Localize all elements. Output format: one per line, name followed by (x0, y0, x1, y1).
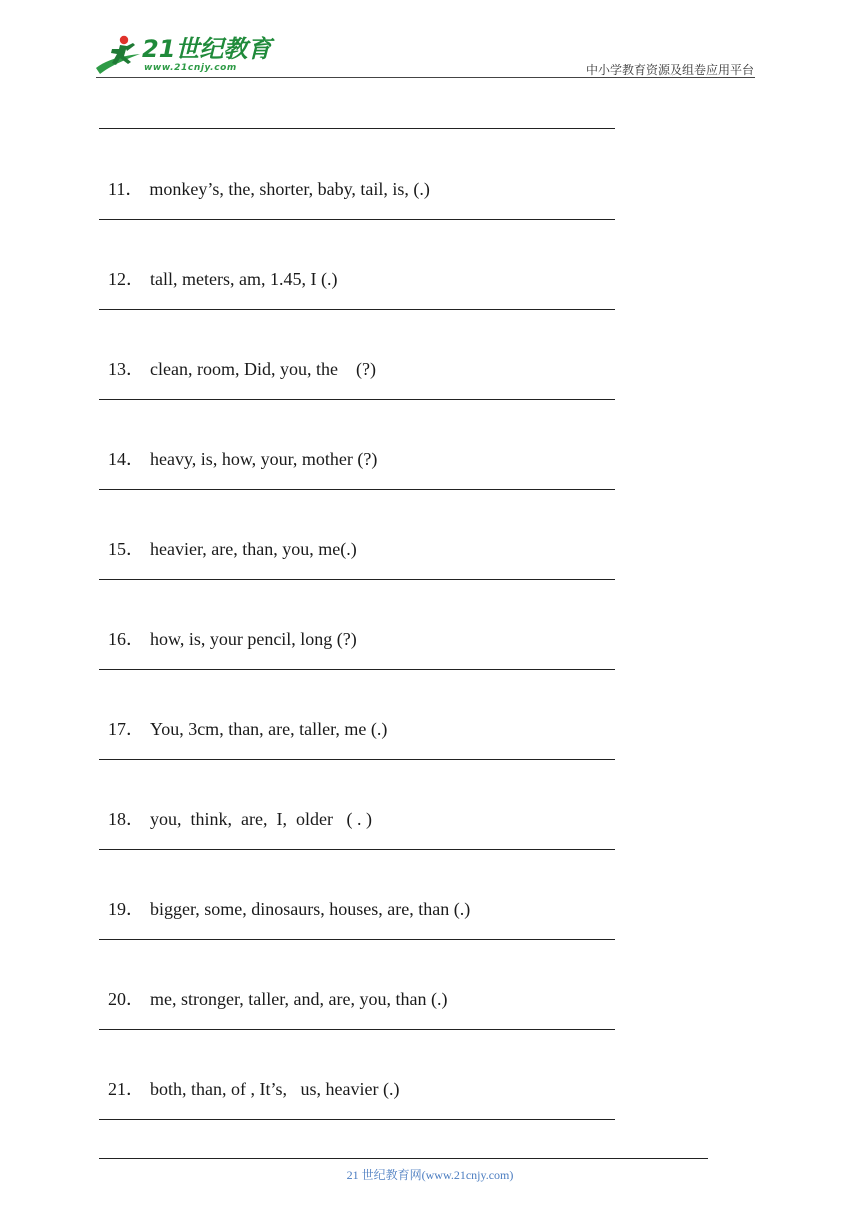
logo-url: www.21cnjy.com (144, 63, 237, 73)
header-divider (96, 77, 755, 78)
answer-line[interactable] (99, 669, 615, 670)
question-number: 11． (108, 179, 144, 199)
answer-line[interactable] (99, 309, 615, 310)
answer-line[interactable] (99, 1029, 615, 1030)
question-number: 12． (108, 269, 144, 289)
question-text: both, than, of , It’s, us, heavier (.) (150, 1079, 400, 1099)
answer-line[interactable] (99, 579, 615, 580)
question-18 (99, 786, 372, 830)
answer-line[interactable] (99, 1119, 615, 1120)
question-number: 14． (108, 449, 144, 469)
answer-line[interactable] (99, 489, 615, 490)
question-number: 20． (108, 989, 144, 1009)
site-logo[interactable] (94, 34, 272, 78)
question-number: 19． (108, 899, 144, 919)
question-text: you, think, are, I, older ( . ) (150, 809, 372, 829)
logo-wordmark: 21世纪教育 (142, 35, 272, 63)
header-tagline: 中小学教育资源及组卷应用平台 (585, 63, 754, 77)
question-14 (99, 426, 377, 470)
question-12 (99, 246, 337, 290)
question-number: 18． (108, 809, 144, 829)
question-19 (99, 876, 470, 920)
question-text: me, stronger, taller, and, are, you, than (.) (150, 989, 448, 1009)
question-21 (99, 1056, 399, 1100)
question-text: clean, room, Did, you, the (?) (150, 359, 376, 379)
question-17 (99, 696, 387, 740)
question-13 (99, 336, 376, 380)
question-15 (99, 516, 357, 560)
question-text: heavy, is, how, your, mother (?) (150, 449, 378, 469)
question-number: 21． (108, 1079, 144, 1099)
question-text: bigger, some, dinosaurs, houses, are, than (.) (150, 899, 471, 919)
question-number: 15． (108, 539, 144, 559)
footer-divider (99, 1158, 708, 1159)
question-text: heavier, are, than, you, me(.) (150, 539, 357, 559)
answer-line[interactable] (99, 759, 615, 760)
question-text: You, 3cm, than, are, taller, me (.) (150, 719, 388, 739)
question-text: tall, meters, am, 1.45, I (.) (150, 269, 338, 289)
question-number: 16． (108, 629, 144, 649)
question-text: how, is, your pencil, long (?) (150, 629, 357, 649)
question-16 (99, 606, 357, 650)
answer-line[interactable] (99, 219, 615, 220)
question-text: monkey’s, the, shorter, baby, tail, is, (.) (149, 179, 430, 199)
answer-line[interactable] (99, 128, 615, 129)
question-20 (99, 966, 447, 1010)
answer-line[interactable] (99, 849, 615, 850)
running-figure-logo-icon (94, 34, 142, 76)
footer-link[interactable]: 21 世纪教育网(www.21cnjy.com) (346, 1168, 514, 1182)
question-number: 17． (108, 719, 144, 739)
answer-line[interactable] (99, 399, 615, 400)
question-number: 13． (108, 359, 144, 379)
question-11 (99, 156, 430, 200)
page-header (0, 0, 860, 80)
answer-line[interactable] (99, 939, 615, 940)
